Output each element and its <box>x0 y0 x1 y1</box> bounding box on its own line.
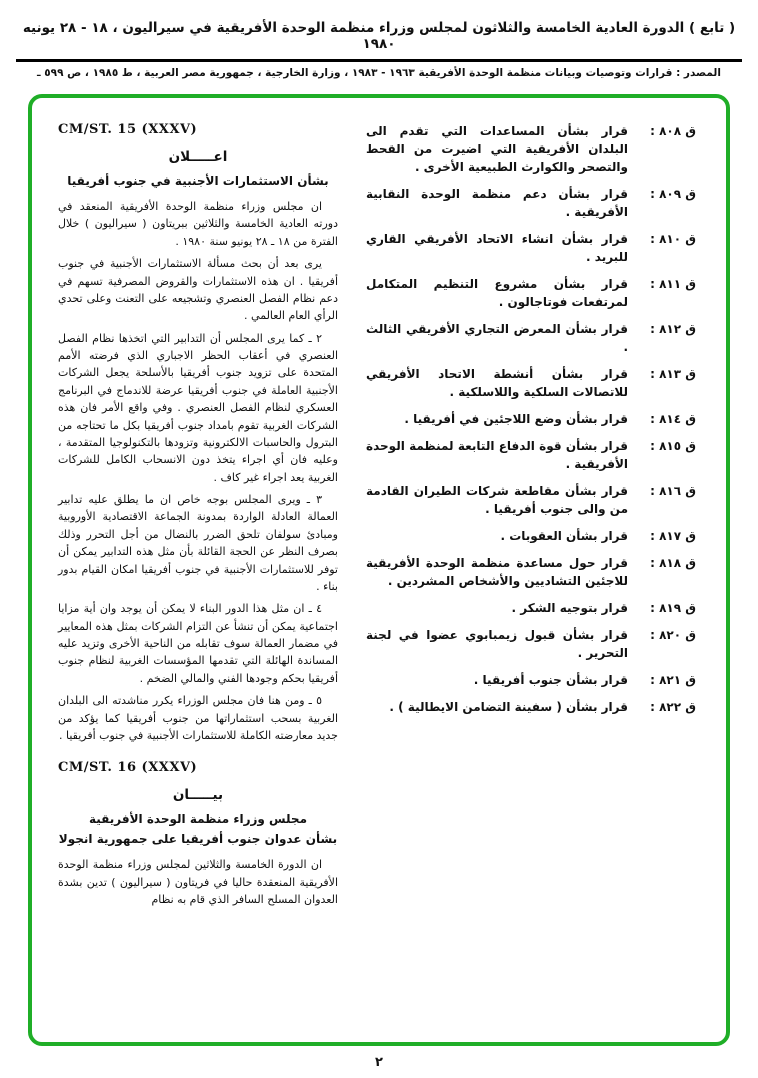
resolution-item <box>366 698 696 716</box>
statement-title: بيـــــان <box>172 787 224 804</box>
header-title: ( تابع ) الدورة العادية الخامسة والثلاثون لمجلس وزراء منظمة الوحدة الأفريقية في سيراليون ، ١٨ - ٢٨ يونيه ١٩٨٠ <box>22 20 736 52</box>
resolution-text: قرار بشأن مشروع التنظيم المتكامل لمرتفعات فوتاجالون . <box>366 277 628 309</box>
announcement-subject: بشأن الاستثمارات الأجنبية في جنوب أفريقيا <box>67 174 329 188</box>
resolution-item <box>366 320 696 356</box>
resolution-number: ق ٨١٦ : <box>650 484 696 498</box>
paragraph: يرى بعد أن بحث مسألة الاستثمارات الأجنبية في جنوب أفريقيا . ان هذه الاستثمارات والقروض المصرفية تسهم في دعم نظام الفصل العنصري وتشجيعه على التعنت وعلى تحدي الرأي العام العالمي . <box>58 257 338 323</box>
resolution-item <box>366 185 696 221</box>
resolution-number: ق ٨٢٠ : <box>650 628 696 642</box>
resolution-text: قرار بشأن دعم منظمة الوحدة النقابية الأفريقية . <box>366 187 628 219</box>
paragraph: ان مجلس وزراء منظمة الوحدة الأفريقية المنعقد في دورته العادية الخامسة والثلاثين ببريتاون ( سيراليون ) خلال الفترة من ١٨ ـ ٢٨ يونيو سنة ١٩٨٠ . <box>58 200 338 248</box>
document-ref-1: CM/ST. 15 (XXXV) <box>58 122 198 137</box>
resolution-number: ق ٨٠٨ : <box>650 124 696 138</box>
paragraph: ان الدورة الخامسة والثلاثين لمجلس وزراء منظمة الوحدة الأفريقية المنعقدة حاليا في فريتاون ( سيراليون ) تدين بشدة العدوان المسلح السافر الذي قام به نظام <box>58 858 338 906</box>
resolution-text: قرار بشأن المعرض التجاري الأفريقي الثالث . <box>366 322 628 354</box>
paragraph: ٣ ـ ويرى المجلس بوجه خاص ان ما يطلق عليه تدابير العمالة العادلة الواردة بمدونة الجماعة الاقتصادية الأوروبية ومبادئ سولفان تلحق الضرر بالنضال من أجل التحرر وذلك بصرف النظر عن الحجة القائلة بأن مثل هذه التدابير يمكن أن توفر للاستثمارات الأجنبية في جنوب أفريقيا امكان القيام بدور بناء . <box>58 493 338 593</box>
main-text-column <box>58 122 338 1026</box>
resolution-number: ق ٨١٥ : <box>650 439 696 453</box>
resolution-item <box>366 599 696 617</box>
page-number: ٢ <box>375 1055 383 1070</box>
resolutions-list <box>366 122 696 1026</box>
resolution-item <box>366 554 696 590</box>
resolution-number: ق ٨٠٩ : <box>650 187 696 201</box>
statement-subject: بشأن عدوان جنوب أفريقيا على جمهورية انجولا <box>58 832 338 847</box>
resolution-number: ق ٨١٩ : <box>650 601 696 615</box>
resolution-text: قرار بشأن قبول زيمبابوي عضوا في لجنة التحرير . <box>366 628 628 660</box>
resolution-number: ق ٨١٠ : <box>650 232 696 246</box>
paragraph: ٤ ـ ان مثل هذا الدور البناء لا يمكن أن يوجد وان أية مزايا اجتماعية يمكن أن تنشأ عن التزام الشركات بمثل هذه المعايير في مضمار العمالة سوف تقابله من الناحية الأخرى وتزيد عليه المساندة الهائلة التي تقدمها المؤسسات الغربية لنظام جنوب أفريقيا بحكم وجودها الفني والمالي الضخم . <box>58 602 338 685</box>
announcement-title: اعـــــلان <box>168 149 228 165</box>
resolution-text: قرار بتوجيه الشكر . <box>511 601 628 615</box>
paragraph: ٢ ـ كما يرى المجلس أن التدابير التي اتخذها نظام الفصل العنصري في أعقاب الحظر الاجباري الذي فرضته الأمم المتحدة على تزويد جنوب أفريقيا بالأسلحة يجعل الشركات الأجنبية العاملة في جنوب أفريقيا عرضة للاندماج في البرنامج العسكري لنظام الفصل العنصري . وفي واقع الأمر فان هذه الشركات الغربية تقوم بامداد جنوب أفريقيا بكل ما تحتاجه من البترول والحاسبات الالكترونية وتزودها بالتكنولوجيا المتقدمة ، وعليه فان أي اجراء يتخذ دون الانسحاب الكامل للشركات الغربية يعد اجراء غير كاف . <box>58 331 338 484</box>
resolution-text: قرار بشأن جنوب أفريقيا . <box>473 673 628 687</box>
header-divider <box>16 59 742 62</box>
resolution-item <box>366 482 696 518</box>
resolution-number: ق ٨١٣ : <box>650 367 696 381</box>
resolution-item <box>366 671 696 689</box>
resolution-number: ق ٨٢١ : <box>650 673 696 687</box>
resolution-text: قرار بشأن مقاطعة شركات الطيران القادمة من والى جنوب أفريقيا . <box>366 484 628 516</box>
header-source-line: المصدر : قرارات وتوصيات وبيانات منظمة الوحدة الأفريقية ١٩٦٣ - ١٩٨٣ ، وزارة الخارجية ، جمهورية مصر العربية ، ط ١٩٨٥ ، ص ٥٩٩ ـ <box>37 67 721 79</box>
resolution-number: ق ٨١٨ : <box>650 556 696 570</box>
resolution-text: قرار حول مساعدة منظمة الوحدة الأفريقية للاجئين التشاديين والأشخاص المشردين . <box>366 556 628 588</box>
statement-org: مجلس وزراء منظمة الوحدة الأفريقية <box>88 812 307 827</box>
paragraph: ٥ ـ ومن هنا فان مجلس الوزراء يكرر مناشدته الى البلدان الغربية بسحب استثماراتها من جنوب أفريقيا كما يؤكد من جديد معارضته الكاملة للاستثمارات الأجنبية في جنوب أفريقيا . <box>58 694 338 742</box>
resolution-item <box>366 230 696 266</box>
resolution-number: ق ٨٢٢ : <box>650 700 696 714</box>
resolution-number: ق ٨١٧ : <box>650 529 696 543</box>
resolution-text: قرار بشأن أنشطة الاتحاد الأفريقي للاتصالات السلكية واللاسلكية . <box>366 367 628 399</box>
document-ref-2: CM/ST. 16 (XXXV) <box>58 760 198 776</box>
page-header <box>0 0 758 79</box>
resolution-text: قرار بشأن العقوبات . <box>500 529 628 543</box>
resolution-item <box>366 437 696 473</box>
resolution-item <box>366 410 696 428</box>
resolution-text: قرار بشأن المساعدات التي تقدم الى البلدان الأفريقية التي اضيرت من القحط والتصحر والكوارث الطبيعية الأخرى . <box>366 124 628 174</box>
resolution-text: قرار بشأن انشاء الاتحاد الأفريقي القاري للبريد . <box>366 232 628 264</box>
resolution-item <box>366 365 696 401</box>
resolution-text: قرار بشأن وضع اللاجئين في أفريقيا . <box>404 412 628 426</box>
resolution-text: قرار بشأن قوة الدفاع التابعة لمنظمة الوحدة الأفريقية . <box>366 439 628 471</box>
resolution-item <box>366 122 696 176</box>
resolution-item <box>366 275 696 311</box>
resolution-item <box>366 626 696 662</box>
content-border <box>28 94 730 1046</box>
two-column-layout <box>58 122 696 1026</box>
resolution-number: ق ٨١١ : <box>650 277 696 291</box>
resolution-number: ق ٨١٢ : <box>650 322 696 336</box>
resolution-number: ق ٨١٤ : <box>650 412 696 426</box>
resolution-text: قرار بشأن ( سفينة التضامن الايطالية ) . <box>389 700 628 714</box>
resolution-item <box>366 527 696 545</box>
